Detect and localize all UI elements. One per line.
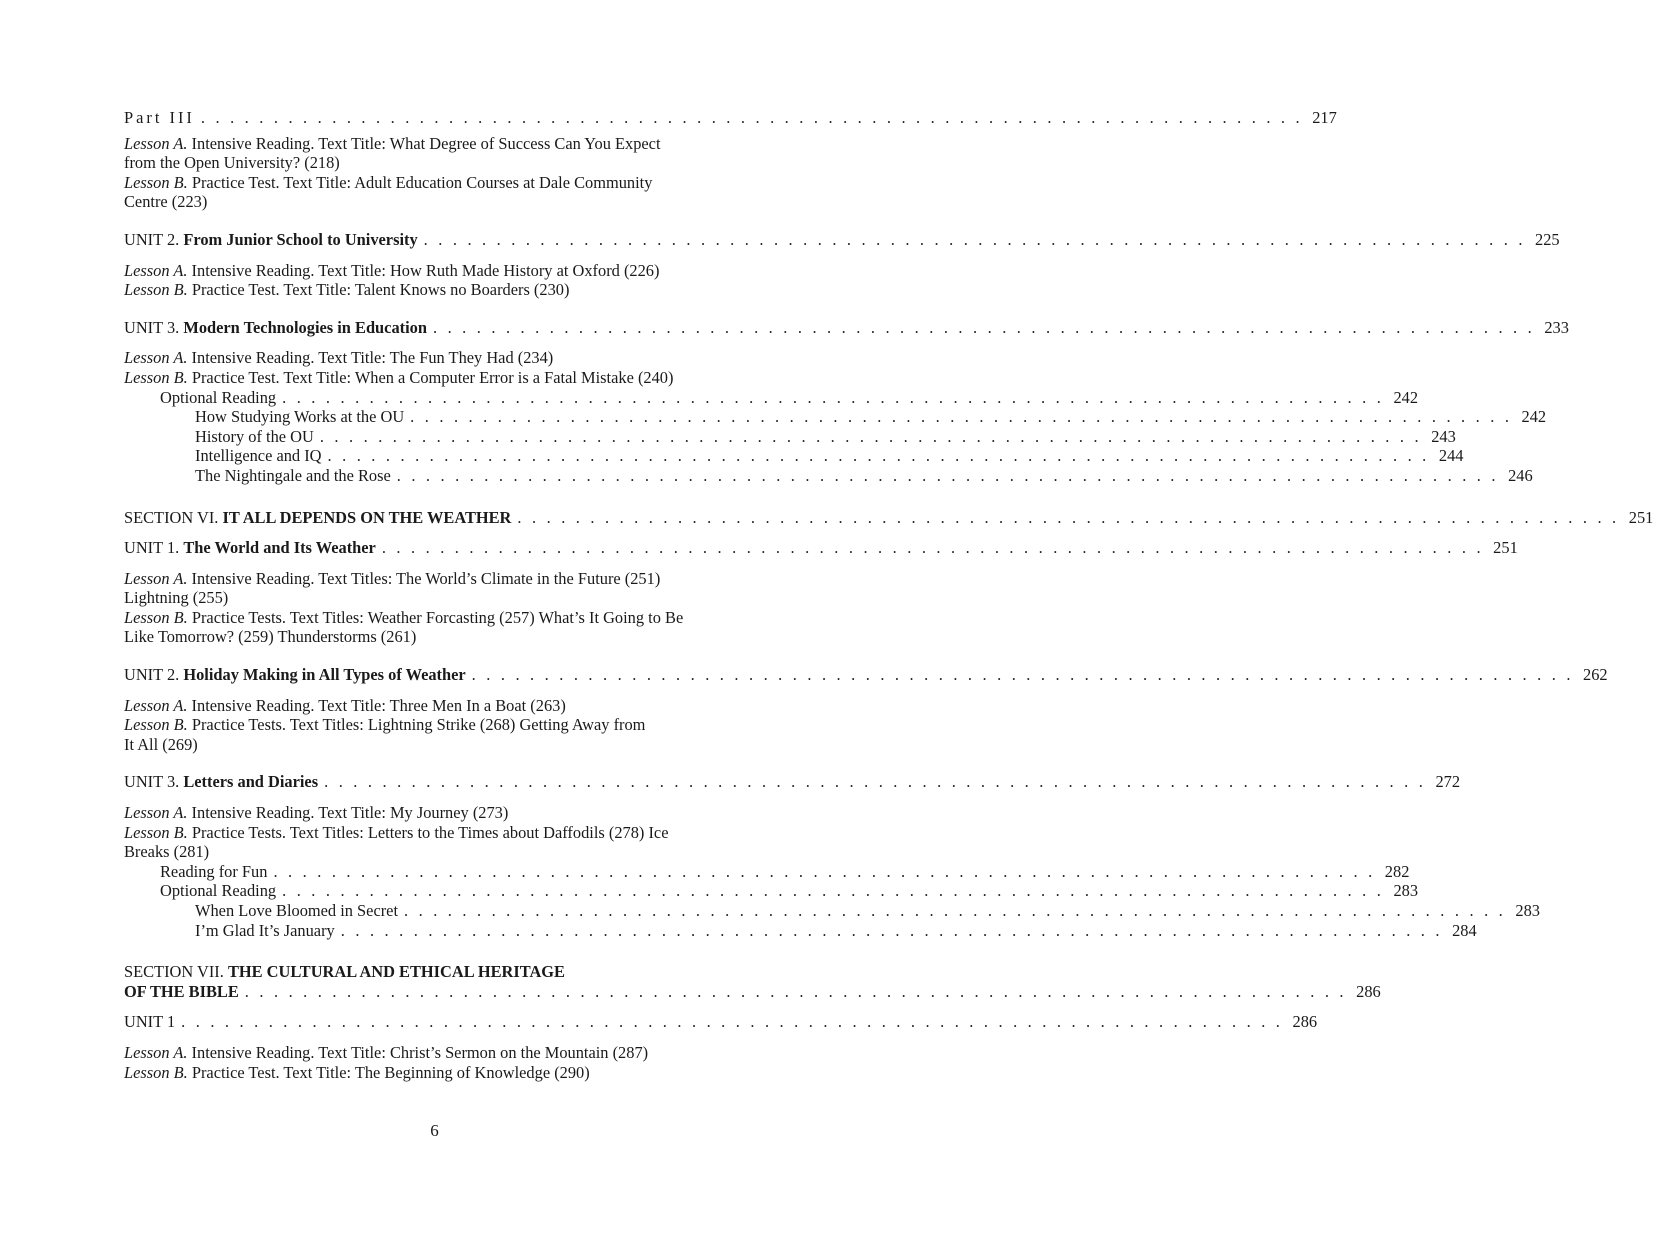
toc-entry-reading-for-fun[interactable] — [124, 861, 1410, 882]
lesson-text: Intensive Reading. Text Titles: The World’s Climate in the Future (251) — [187, 568, 661, 588]
lesson-text: Practice Test. Text Title: Adult Education Courses at Dale Community — [187, 172, 653, 192]
lesson-line-continuation: Breaks (281) — [124, 842, 210, 862]
section-title-continuation: OF THE BIBLE — [124, 981, 239, 1001]
toc-page-number: 286 — [1356, 981, 1381, 1001]
dot-leader: . . . . . . . . . . . . . . . . . . . . . . . . . . . . . . . . . . . . . . . . . . . . . . . . . . . . . . . . . . . . . . . . . . . . . . . . . . . . — [273, 861, 1376, 881]
lesson-line — [124, 803, 792, 823]
lesson-label: Lesson B. — [124, 1062, 188, 1082]
dot-leader: . . . . . . . . . . . . . . . . . . . . . . . . . . . . . . . . . . . . . . . . . . . . . . . . . . . . . . . . . . . . . . . . . . . . . . . . . . . . — [404, 901, 1506, 920]
dot-leader: . . . . . . . . . . . . . . . . . . . . . . . . . . . . . . . . . . . . . . . . . . . . . . . . . . . . . . . . . . . . . . . . . . . . . . . . . . . . — [410, 407, 1513, 427]
lesson-line-continuation: Like Tomorrow? (259) Thunderstorms (261) — [124, 627, 417, 647]
lesson-text: Practice Tests. Text Titles: Letters to the Times about Daffodils (278) Ice — [187, 822, 669, 842]
toc-entry-label: The Nightingale and the Rose — [195, 465, 391, 485]
unit-title: From Junior School to University — [183, 229, 418, 249]
section-prefix: SECTION VI. — [124, 507, 223, 527]
unit-prefix: UNIT 2. — [124, 665, 184, 685]
lesson-text: Intensive Reading. Text Title: The Fun They Had (234) — [187, 348, 554, 368]
toc-page-number: 243 — [1431, 426, 1456, 446]
lesson-text: Intensive Reading. Text Title: Christ’s Sermon on the Mountain (287) — [187, 1042, 649, 1062]
toc-entry-reading[interactable] — [124, 446, 1464, 466]
dot-leader: . . . . . . . . . . . . . . . . . . . . . . . . . . . . . . . . . . . . . . . . . . . . . . . . . . . . . . . . . . . . . . . . . . . . . . . . . . . . — [327, 446, 1430, 466]
toc-page-number: 251 — [1628, 507, 1653, 527]
toc-entry-label: When Love Bloomed in Secret — [195, 901, 399, 920]
toc-page-number: 272 — [1435, 772, 1461, 792]
dot-leader: . . . . . . . . . . . . . . . . . . . . . . . . . . . . . . . . . . . . . . . . . . . . . . . . . . . . . . . . . . . . . . . . . . . . . . . . . . . . — [181, 1012, 1284, 1032]
lesson-label: Lesson B. — [124, 715, 188, 735]
lesson-text: Practice Tests. Text Titles: Weather Forcasting (257) What’s It Going to Be — [187, 607, 684, 627]
toc-entry-unit-1[interactable] — [124, 538, 1518, 558]
lesson-line — [124, 823, 792, 843]
lesson-line — [124, 715, 792, 735]
toc-entry-reading[interactable] — [124, 407, 1547, 427]
section-heading-line — [124, 962, 792, 982]
toc-page-number: 282 — [1384, 861, 1410, 881]
toc-entry-section-7[interactable] — [124, 981, 1381, 1002]
toc-page-number: 246 — [1508, 465, 1533, 485]
lesson-label: Lesson B. — [124, 607, 188, 627]
section-title: THE CULTURAL AND ETHICAL HERITAGE — [227, 962, 565, 982]
lesson-text: Intensive Reading. Text Title: My Journey (273) — [187, 803, 509, 823]
toc-entry-section-6[interactable] — [124, 507, 1653, 528]
toc-entry-label: Optional Reading — [160, 387, 277, 407]
toc-entry-label: Intelligence and IQ — [195, 446, 322, 466]
dot-leader: . . . . . . . . . . . . . . . . . . . . . . . . . . . . . . . . . . . . . . . . . . . . . . . . . . . . . . . . . . . . . . . . . . . . . . . . . . . . — [319, 426, 1422, 446]
lesson-text: Intensive Reading. Text Title: What Degree of Success Can You Expect — [187, 133, 661, 153]
unit-prefix: UNIT 3. — [124, 772, 184, 792]
lesson-text: Intensive Reading. Text Title: Three Men In a Boat (263) — [187, 695, 566, 715]
toc-page-number: 244 — [1438, 446, 1464, 466]
lesson-text: Intensive Reading. Text Title: How Ruth Made History at Oxford (226) — [187, 260, 660, 280]
toc-entry-label: History of the OU — [195, 426, 314, 446]
toc-entry-label: UNIT 1 — [124, 1012, 176, 1032]
dot-leader: . . . . . . . . . . . . . . . . . . . . . . . . . . . . . . . . . . . . . . . . . . . . . . . . . . . . . . . . . . . . . . . . . . . . . . . . . . . . — [396, 465, 1499, 485]
toc-page-number: 283 — [1393, 881, 1419, 901]
dot-leader: . . . . . . . . . . . . . . . . . . . . . . . . . . . . . . . . . . . . . . . . . . . . . . . . . . . . . . . . . . . . . . . . . . . . . . . . . . . . — [432, 317, 1535, 337]
lesson-text: Practice Test. Text Title: Talent Knows no Boarders (230) — [187, 280, 570, 300]
toc-entry-reading[interactable] — [124, 901, 1540, 921]
dot-leader: . . . . . . . . . . . . . . . . . . . . . . . . . . . . . . . . . . . . . . . . . . . . . . . . . . . . . . . . . . . . . . . . . . . . . . . . . . . . — [244, 981, 1347, 1001]
toc-entry-label: Part III — [124, 108, 195, 127]
dot-leader: . . . . . . . . . . . . . . . . . . . . . . . . . . . . . . . . . . . . . . . . . . . . . . . . . . . . . . . . . . . . . . . . . . . . . . . . . . . . — [340, 920, 1443, 940]
lesson-label: Lesson A. — [124, 803, 188, 823]
lesson-label: Lesson B. — [124, 822, 188, 842]
toc-entry-unit-3[interactable] — [124, 317, 1569, 338]
lesson-line — [124, 368, 792, 388]
unit-title: Modern Technologies in Education — [183, 317, 427, 337]
lesson-label: Lesson A. — [124, 348, 188, 368]
unit-title: Holiday Making in All Types of Weather — [183, 665, 466, 685]
lesson-line-continuation: from the Open University? (218) — [124, 153, 340, 173]
toc-page-number: 242 — [1521, 407, 1547, 427]
lesson-label: Lesson B. — [124, 280, 188, 300]
unit-prefix: UNIT 2. — [124, 229, 184, 249]
lesson-line-continuation: Lightning (255) — [124, 588, 229, 608]
unit-prefix: UNIT 1. — [124, 538, 184, 558]
toc-entry-part-3[interactable] — [124, 108, 1337, 128]
lesson-label: Lesson A. — [124, 568, 188, 588]
lesson-text: Practice Tests. Text Titles: Lightning Strike (268) Getting Away from — [187, 715, 646, 735]
toc-entry-unit-2[interactable] — [124, 665, 1608, 685]
unit-title: The World and Its Weather — [183, 538, 376, 558]
lesson-line — [124, 348, 792, 368]
lesson-text: Practice Test. Text Title: The Beginning of Knowledge (290) — [187, 1062, 590, 1082]
section-title: IT ALL DEPENDS ON THE WEATHER — [222, 507, 512, 527]
lesson-line-continuation: Centre (223) — [124, 192, 208, 212]
toc-page-number: 242 — [1393, 387, 1419, 407]
toc-page-number: 233 — [1544, 317, 1569, 337]
dot-leader: . . . . . . . . . . . . . . . . . . . . . . . . . . . . . . . . . . . . . . . . . . . . . . . . . . . . . . . . . . . . . . . . . . . . . . . . . . . . — [517, 507, 1620, 527]
dot-leader: . . . . . . . . . . . . . . . . . . . . . . . . . . . . . . . . . . . . . . . . . . . . . . . . . . . . . . . . . . . . . . . . . . . . . . . . . . . . — [200, 108, 1303, 127]
toc-entry-reading[interactable] — [124, 465, 1533, 486]
toc-page-number: 262 — [1583, 665, 1608, 685]
toc-entry-reading[interactable] — [124, 426, 1456, 447]
lesson-label: Lesson B. — [124, 367, 188, 387]
lesson-text: Practice Test. Text Title: When a Computer Error is a Fatal Mistake (240) — [187, 367, 674, 387]
page-number: 6 — [430, 1121, 439, 1140]
lesson-line — [124, 1043, 792, 1063]
dot-leader: . . . . . . . . . . . . . . . . . . . . . . . . . . . . . . . . . . . . . . . . . . . . . . . . . . . . . . . . . . . . . . . . . . . . . . . . . . . . — [381, 538, 1484, 558]
lesson-line — [124, 608, 792, 628]
dot-leader: . . . . . . . . . . . . . . . . . . . . . . . . . . . . . . . . . . . . . . . . . . . . . . . . . . . . . . . . . . . . . . . . . . . . . . . . . . . . — [282, 387, 1385, 407]
dot-leader: . . . . . . . . . . . . . . . . . . . . . . . . . . . . . . . . . . . . . . . . . . . . . . . . . . . . . . . . . . . . . . . . . . . . . . . . . . . . — [423, 229, 1526, 249]
lesson-label: Lesson A. — [124, 133, 188, 153]
toc-entry-label: How Studying Works at the OU — [195, 407, 405, 427]
lesson-label: Lesson A. — [124, 1042, 188, 1062]
toc-page-number: 284 — [1452, 920, 1477, 940]
toc-entry-optional-reading[interactable] — [124, 881, 1419, 901]
lesson-line — [124, 173, 792, 193]
toc-page-number: 225 — [1535, 229, 1560, 249]
dot-leader: . . . . . . . . . . . . . . . . . . . . . . . . . . . . . . . . . . . . . . . . . . . . . . . . . . . . . . . . . . . . . . . . . . . . . . . . . . . . — [324, 772, 1427, 792]
unit-prefix: UNIT 3. — [124, 317, 184, 337]
lesson-label: Lesson B. — [124, 172, 188, 192]
lesson-line — [124, 261, 792, 281]
toc-entry-unit-1[interactable] — [124, 1012, 1318, 1032]
lesson-label: Lesson A. — [124, 695, 188, 715]
toc-page-number: 283 — [1515, 901, 1540, 920]
toc-page-number: 217 — [1312, 108, 1337, 127]
lesson-line — [124, 696, 792, 716]
toc-entry-label: Reading for Fun — [160, 861, 268, 881]
toc-entry-unit-2[interactable] — [124, 229, 1560, 250]
lesson-line — [124, 134, 792, 154]
section-prefix: SECTION VII. — [124, 962, 228, 982]
toc-entry-reading[interactable] — [124, 920, 1477, 941]
dot-leader: . . . . . . . . . . . . . . . . . . . . . . . . . . . . . . . . . . . . . . . . . . . . . . . . . . . . . . . . . . . . . . . . . . . . . . . . . . . . — [282, 881, 1385, 901]
lesson-line — [124, 1063, 792, 1083]
table-of-contents — [124, 108, 1653, 1082]
toc-entry-unit-3[interactable] — [124, 772, 1461, 792]
lesson-line — [124, 280, 792, 300]
lesson-label: Lesson A. — [124, 260, 188, 280]
unit-title: Letters and Diaries — [183, 772, 319, 792]
toc-entry-optional-reading[interactable] — [124, 387, 1419, 408]
lesson-line-continuation: It All (269) — [124, 734, 198, 754]
toc-page-number: 251 — [1493, 538, 1518, 558]
dot-leader: . . . . . . . . . . . . . . . . . . . . . . . . . . . . . . . . . . . . . . . . . . . . . . . . . . . . . . . . . . . . . . . . . . . . . . . . . . . . — [471, 665, 1574, 685]
toc-entry-label: Optional Reading — [160, 881, 277, 901]
toc-entry-label: I’m Glad It’s January — [195, 920, 335, 940]
toc-page-number: 286 — [1292, 1012, 1318, 1032]
lesson-line — [124, 569, 792, 589]
